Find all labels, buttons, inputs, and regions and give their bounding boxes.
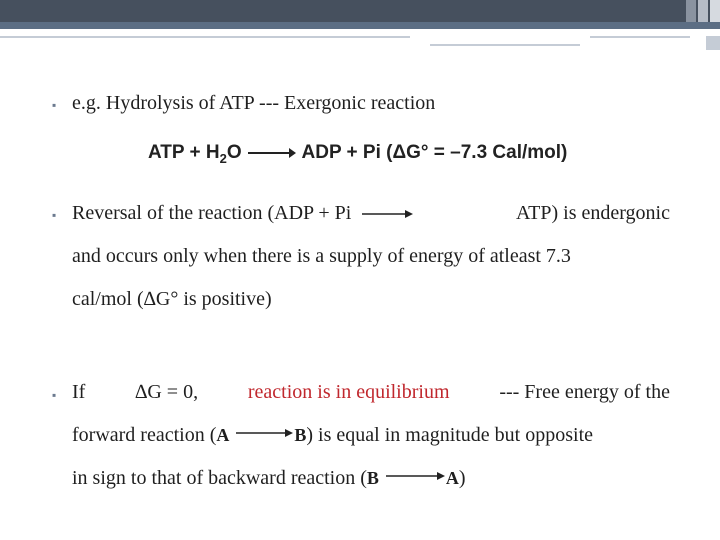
delta-g-expression: ∆G = 0 bbox=[135, 381, 194, 403]
label-b: B bbox=[294, 425, 307, 445]
bullet-3-line-1 bbox=[72, 381, 670, 404]
bullet-2-line-3: cal/mol (∆G° is positive) bbox=[72, 288, 272, 310]
equation-reactants: ATP + H bbox=[148, 142, 220, 163]
free-energy-text: --- Free energy of the bbox=[499, 381, 670, 403]
bullet-3-line-2 bbox=[72, 424, 593, 447]
reaction-arrow-icon bbox=[247, 147, 297, 159]
header-blocks bbox=[684, 0, 720, 22]
bullet-marker: ▪ bbox=[52, 388, 57, 402]
reaction-arrow-icon bbox=[234, 427, 294, 439]
label-b: B bbox=[366, 468, 379, 488]
bullet-2-right-text: ATP) is endergonic bbox=[515, 202, 670, 224]
bullet-marker: ▪ bbox=[52, 208, 57, 222]
equilibrium-text: reaction is in equilibrium bbox=[247, 381, 450, 403]
backward-reaction-text: in sign to that of backward reaction ( bbox=[72, 467, 367, 489]
delta-g-zero bbox=[135, 381, 198, 404]
bullet-2-reactants: Reversal of the reaction (ADP + Pi bbox=[72, 202, 352, 224]
divider-corner bbox=[706, 36, 720, 50]
bullet-2-left-text bbox=[72, 202, 414, 225]
atp-hydrolysis-equation bbox=[148, 142, 567, 166]
comma: , bbox=[193, 381, 199, 403]
bullet-2-line-1 bbox=[72, 202, 670, 225]
equation-products: ADP + Pi (ΔG° = –7.3 Cal/mol) bbox=[301, 142, 568, 163]
bullet-3-if: If bbox=[72, 381, 86, 403]
divider-mid bbox=[430, 44, 580, 46]
reaction-arrow-icon bbox=[356, 208, 414, 220]
bullet-2-line-2: and occurs only when there is a supply of energy of atleast 7.3 bbox=[72, 245, 571, 267]
equation-water-subscript: 2 bbox=[219, 150, 227, 166]
header-bar bbox=[0, 0, 720, 22]
forward-reaction-text: forward reaction ( bbox=[72, 424, 217, 446]
bullet-marker: ▪ bbox=[52, 98, 57, 112]
divider-left bbox=[0, 36, 410, 38]
equation-water-o: O bbox=[226, 142, 242, 163]
header-accent-bar bbox=[0, 22, 720, 29]
bullet-3-line-3 bbox=[72, 467, 466, 490]
closing-paren: ) bbox=[458, 467, 466, 489]
equal-magnitude-text: ) is equal in magnitude but opposite bbox=[306, 424, 594, 446]
bullet-1-text: e.g. Hydrolysis of ATP --- Exergonic reaction bbox=[72, 92, 436, 114]
divider-right bbox=[590, 36, 690, 38]
reaction-arrow-icon bbox=[384, 470, 446, 482]
label-a: A bbox=[216, 425, 230, 445]
label-a: A bbox=[445, 468, 459, 488]
